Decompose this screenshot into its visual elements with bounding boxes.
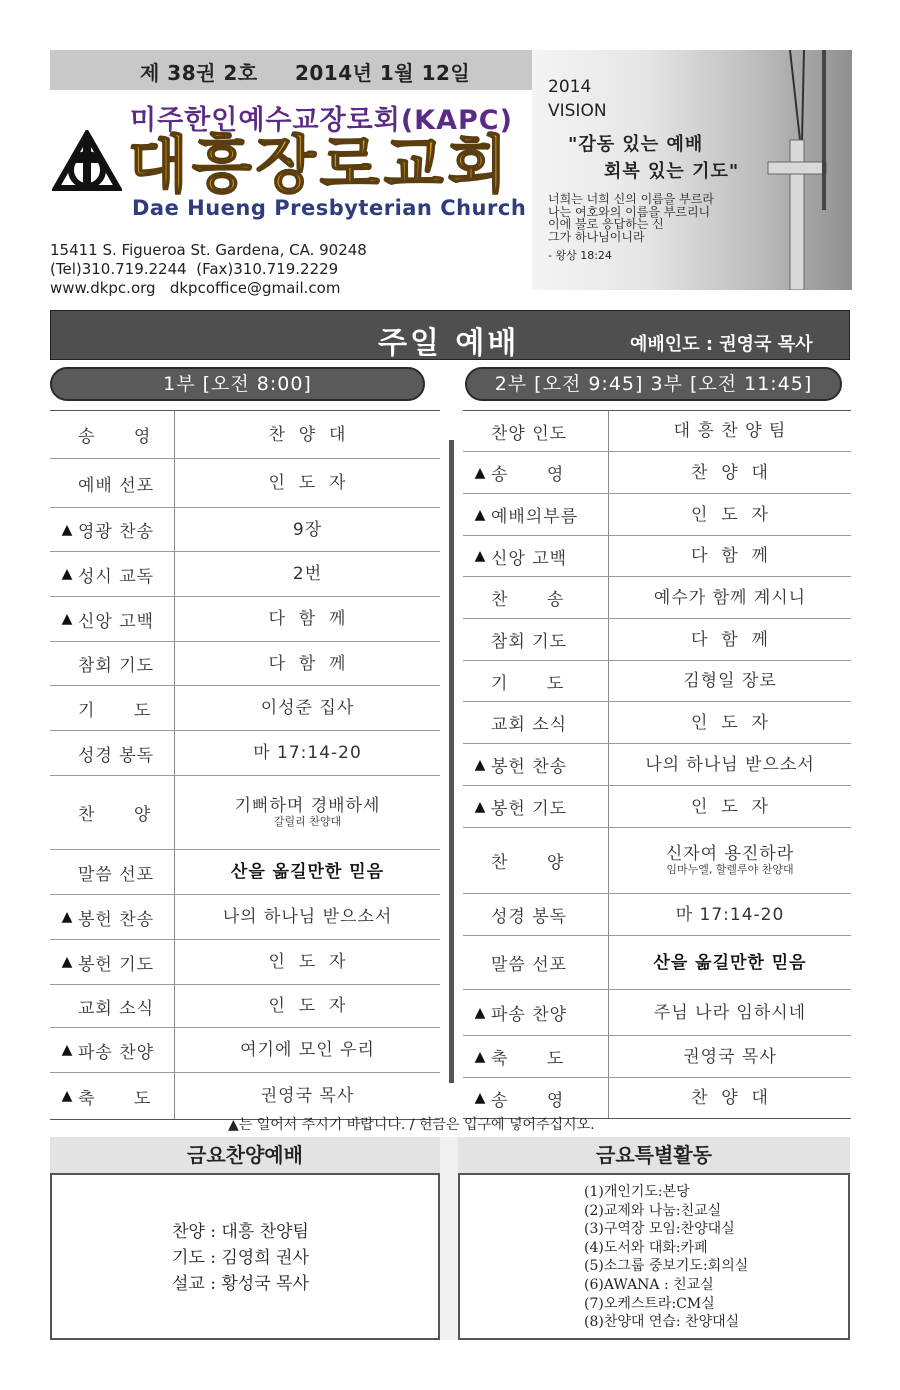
order-label-cell xyxy=(50,597,175,641)
order-row xyxy=(463,702,851,744)
order-item-value xyxy=(175,908,440,926)
order-label-cell xyxy=(463,1078,609,1118)
order-item-value xyxy=(175,655,440,673)
order-item-name: 찬양 인도 xyxy=(491,423,568,444)
order-item-main: 나의 하나님 받으소서 xyxy=(645,754,815,775)
order-item-main: 찬 양 대 xyxy=(691,462,769,483)
order-row xyxy=(50,850,440,895)
stand-marker-icon: ▲ xyxy=(474,1004,486,1021)
order-item-main: 인 도 자 xyxy=(691,796,769,817)
order-item-main: 다 함 께 xyxy=(268,653,347,674)
order-row xyxy=(50,686,440,731)
issue-info: 제 38권 2호 2014년 1월 12일 xyxy=(140,61,471,85)
order-item-value xyxy=(609,506,851,524)
order-row xyxy=(463,619,851,661)
order-label-cell xyxy=(50,459,175,507)
friday-worship-title: 금요찬양예배 xyxy=(50,1137,440,1175)
order-row xyxy=(463,536,851,577)
order-item-main: 권영국 목사 xyxy=(260,1086,355,1106)
order-item-value xyxy=(609,1048,851,1066)
order-item-value xyxy=(609,798,851,816)
order-row xyxy=(463,577,851,619)
friday-activity-item: (7)오케스트라:CM실 xyxy=(584,1295,715,1312)
friday-activity-item: (6)AWANA : 친교실 xyxy=(584,1276,714,1293)
order-label-cell xyxy=(50,642,175,685)
order-item-value xyxy=(175,863,440,881)
order-item-name: 성시 교독 xyxy=(78,566,155,587)
verse-line: 나는 여호와의 이름을 부르리니 xyxy=(548,204,711,219)
friday-activity-item: (1)개인기도:본당 xyxy=(584,1184,690,1200)
order-item-value xyxy=(175,744,440,762)
stand-marker-icon: ▲ xyxy=(61,521,73,538)
worship-leader: 예배인도 : 권영국 목사 xyxy=(630,334,813,355)
order-item-main: 산을 옮길만한 믿음 xyxy=(653,952,807,973)
order-row xyxy=(463,1078,851,1118)
order-item-value xyxy=(175,521,440,539)
order-item-name: 신앙 고백 xyxy=(491,548,568,569)
friday-activity-item: (5)소그룹 중보기도:회의실 xyxy=(584,1258,749,1275)
column-divider xyxy=(449,440,454,1083)
order-label-cell xyxy=(50,686,175,730)
order-item-main: 이성준 집사 xyxy=(260,698,355,718)
vision-year: 2014 xyxy=(548,77,592,97)
order-label-cell xyxy=(50,1028,175,1072)
order-row xyxy=(463,411,851,452)
order-label-cell xyxy=(463,536,609,576)
friday-worship-item: 설교 : 황성국 목사 xyxy=(172,1274,309,1294)
stand-marker-icon: ▲ xyxy=(61,611,73,627)
order-item-value xyxy=(609,631,851,649)
vision-label: VISION xyxy=(548,101,607,121)
order-item-value xyxy=(609,464,851,482)
stand-marker-icon: ▲ xyxy=(474,1090,486,1106)
order-item-main: 김형일 장로 xyxy=(683,671,777,691)
order-item-value xyxy=(175,565,440,583)
stand-marker-icon: ▲ xyxy=(474,1048,486,1065)
order-row xyxy=(463,452,851,494)
order-row xyxy=(50,552,440,597)
order-row xyxy=(50,1073,440,1119)
order-row xyxy=(50,776,440,850)
order-label-cell xyxy=(463,990,609,1035)
service23-order xyxy=(463,410,851,1119)
order-item-name: 성경 봉독 xyxy=(78,745,155,766)
order-item-name: 예배의부름 xyxy=(491,507,579,527)
order-item-name: 신앙 고백 xyxy=(78,611,155,632)
order-item-main: 2번 xyxy=(292,564,323,584)
order-label-cell xyxy=(50,552,175,596)
order-item-main: 인 도 자 xyxy=(268,952,347,972)
order-row xyxy=(50,642,440,686)
order-item-main: 다 함 께 xyxy=(691,546,769,566)
order-label-cell xyxy=(463,452,609,493)
order-item-name: 기 도 xyxy=(491,673,565,694)
order-item-value xyxy=(609,1089,851,1107)
order-label-cell xyxy=(50,508,175,551)
friday-activities-title: 금요특별활동 xyxy=(458,1137,850,1175)
order-row xyxy=(463,786,851,828)
order-item-value xyxy=(175,1041,440,1059)
order-row xyxy=(50,985,440,1028)
order-item-name: 봉헌 기도 xyxy=(491,799,568,819)
order-label-cell xyxy=(50,850,175,894)
friday-activity-item: (8)찬양대 연습: 찬양대실 xyxy=(584,1314,740,1331)
order-item-value xyxy=(609,954,851,972)
order-item-value xyxy=(609,1004,851,1022)
stand-marker-icon: ▲ xyxy=(61,566,73,582)
order-item-main: 다 함 께 xyxy=(268,609,347,629)
order-row xyxy=(50,895,440,940)
order-item-name: 봉헌 찬송 xyxy=(78,909,155,930)
order-item-name: 파송 찬양 xyxy=(78,1042,155,1063)
order-item-value xyxy=(609,672,851,690)
order-item-main: 찬 양 대 xyxy=(691,1088,769,1108)
order-item-main: 예수가 함께 계시니 xyxy=(653,587,807,608)
order-item-value xyxy=(609,422,851,440)
order-row xyxy=(50,411,440,459)
order-item-value xyxy=(175,699,440,717)
web-line: www.dkpc.org dkpcoffice@gmail.com xyxy=(50,279,341,297)
order-label-cell xyxy=(463,1036,609,1077)
vision-motto-line2: 회복 있는 기도" xyxy=(604,161,740,182)
order-item-value xyxy=(175,997,440,1015)
order-row xyxy=(463,1036,851,1078)
order-item-name: 축 도 xyxy=(78,1088,152,1109)
order-item-name: 성경 봉독 xyxy=(491,907,568,927)
order-row xyxy=(50,597,440,642)
order-item-name: 영광 찬송 xyxy=(78,522,155,542)
vision-motto-line1: "감동 있는 예배 xyxy=(568,134,704,155)
order-item-name: 찬 송 xyxy=(491,590,565,610)
order-item-name: 축 도 xyxy=(491,1049,565,1069)
vision-verse xyxy=(548,193,714,243)
order-item-main: 신자여 용진하라 xyxy=(665,844,795,864)
church-name-korean: 대흥장로교회 xyxy=(128,128,512,201)
church-address xyxy=(50,241,367,298)
friday-worship-item: 기도 : 김영희 권사 xyxy=(172,1248,309,1268)
order-item-name: 교회 소식 xyxy=(78,998,155,1019)
order-item-value xyxy=(609,589,851,607)
order-label-cell xyxy=(50,776,175,849)
order-item-main: 인 도 자 xyxy=(691,504,769,525)
order-label-cell xyxy=(463,494,609,535)
order-item-main: 마 17:14-20 xyxy=(675,904,785,925)
standing-note: ▲는 일어서 주시기 바랍니다. / 헌금은 입구에 넣어주십시오. xyxy=(228,1117,595,1133)
order-item-sub: 갈릴리 찬양대 xyxy=(273,815,342,828)
order-item-main: 대 흥 찬 양 팀 xyxy=(673,421,787,441)
order-item-value xyxy=(609,906,851,924)
order-row xyxy=(463,936,851,990)
order-item-main: 권영국 목사 xyxy=(683,1046,777,1067)
order-item-value xyxy=(175,953,440,971)
order-label-cell xyxy=(463,411,609,451)
stand-marker-icon: ▲ xyxy=(61,909,73,925)
order-item-main: 나의 하나님 받으소서 xyxy=(222,907,393,927)
service23-time-label: 2부 [오전 9:45] 3부 [오전 11:45] xyxy=(465,367,842,401)
stand-marker-icon: ▲ xyxy=(61,954,73,970)
order-item-name: 참회 기도 xyxy=(78,656,155,676)
order-item-main: 기뻐하며 경배하세 xyxy=(234,796,381,816)
order-item-value xyxy=(175,797,440,828)
service1-time-label: 1부 [오전 8:00] xyxy=(50,367,425,401)
order-item-value xyxy=(175,1087,440,1105)
verse-line: 그가 하나님이니라 xyxy=(548,229,645,244)
order-item-name: 말씀 선포 xyxy=(78,864,155,885)
friday-activities-list xyxy=(584,1183,748,1332)
order-item-name: 참회 기도 xyxy=(491,632,568,652)
order-item-name: 예배 선포 xyxy=(78,475,155,496)
worship-title: 주일 예배 xyxy=(378,326,520,361)
friday-activity-item: (3)구역장 모임:찬양대실 xyxy=(584,1221,735,1238)
service1-order xyxy=(50,410,440,1120)
church-name-english: Dae Hueng Presbyterian Church xyxy=(132,196,527,220)
order-row xyxy=(463,661,851,702)
order-label-cell xyxy=(50,731,175,775)
order-item-name: 찬 양 xyxy=(491,853,565,873)
order-item-main: 다 함 께 xyxy=(691,629,769,650)
order-item-value xyxy=(609,547,851,565)
order-row xyxy=(50,731,440,776)
order-item-value xyxy=(609,714,851,732)
order-item-main: 여기에 모인 우리 xyxy=(240,1040,375,1060)
order-label-cell xyxy=(50,985,175,1027)
order-item-name: 봉헌 기도 xyxy=(78,954,155,975)
order-row xyxy=(50,459,440,508)
order-row xyxy=(50,1028,440,1073)
stand-marker-icon: ▲ xyxy=(474,464,486,481)
order-item-name: 기 도 xyxy=(78,700,152,721)
denomination: 미주한인예수교장로회(KAPC) xyxy=(130,105,513,136)
order-label-cell xyxy=(50,940,175,984)
stand-marker-icon: ▲ xyxy=(474,506,486,523)
verse-line: 이에 불로 응답하는 신 xyxy=(548,217,664,231)
order-row xyxy=(463,494,851,536)
order-label-cell xyxy=(50,1073,175,1119)
order-item-name: 파송 찬양 xyxy=(491,1005,568,1025)
stand-marker-icon: ▲ xyxy=(61,1088,73,1104)
church-logo-icon xyxy=(52,130,122,194)
order-item-value xyxy=(175,610,440,628)
friday-divider xyxy=(438,1137,460,1340)
order-item-main: 찬 양 대 xyxy=(268,424,347,445)
order-item-name: 송 영 xyxy=(491,1090,565,1111)
order-label-cell xyxy=(463,894,609,935)
stand-marker-icon: ▲ xyxy=(474,548,486,564)
order-item-value xyxy=(609,845,851,876)
order-item-name: 송 영 xyxy=(491,465,565,485)
order-item-name: 교회 소식 xyxy=(491,715,568,735)
order-item-name: 송 영 xyxy=(78,427,152,447)
friday-worship-item: 찬양 : 대흥 찬양팀 xyxy=(172,1222,309,1242)
order-item-main: 9장 xyxy=(292,519,323,540)
order-row xyxy=(50,940,440,985)
order-item-main: 인 도 자 xyxy=(268,473,347,493)
order-label-cell xyxy=(50,411,175,458)
order-item-name: 말씀 선포 xyxy=(491,955,568,975)
order-item-main: 인 도 자 xyxy=(691,712,769,733)
friday-activity-item: (4)도서와 대화:카페 xyxy=(584,1239,708,1256)
order-label-cell xyxy=(463,702,609,743)
phone-line: (Tel)310.719.2244 (Fax)310.719.2229 xyxy=(50,260,339,278)
address-line: 15411 S. Figueroa St. Gardena, CA. 90248 xyxy=(50,241,367,259)
verse-line: 너희는 너희 신의 이름을 부르라 xyxy=(548,192,714,206)
stand-marker-icon: ▲ xyxy=(61,1042,73,1058)
order-label-cell xyxy=(463,619,609,660)
order-item-name: 봉헌 찬송 xyxy=(491,757,568,777)
friday-activity-item: (2)교제와 나눔:친교실 xyxy=(584,1202,722,1219)
order-item-value xyxy=(175,426,440,444)
order-label-cell xyxy=(463,744,609,785)
order-row xyxy=(463,744,851,786)
stand-marker-icon: ▲ xyxy=(474,756,486,773)
order-item-sub: 임마누엘, 할렐루야 찬양대 xyxy=(666,863,794,876)
order-row xyxy=(463,828,851,894)
verse-reference: - 왕상 18:24 xyxy=(548,249,612,262)
order-item-main: 마 17:14-20 xyxy=(253,743,362,763)
friday-worship-list xyxy=(172,1219,309,1297)
order-item-main: 주님 나라 임하시네 xyxy=(653,1002,807,1023)
order-item-name: 찬 양 xyxy=(78,805,152,825)
order-label-cell xyxy=(463,661,609,701)
stand-marker-icon: ▲ xyxy=(474,798,486,815)
order-label-cell xyxy=(463,577,609,618)
order-row xyxy=(50,508,440,552)
order-item-value xyxy=(175,474,440,492)
order-row xyxy=(463,990,851,1036)
order-label-cell xyxy=(463,936,609,989)
order-row xyxy=(463,894,851,936)
order-item-main: 산을 옮길만한 믿음 xyxy=(230,862,385,882)
order-label-cell xyxy=(463,786,609,827)
order-item-value xyxy=(609,756,851,774)
order-item-main: 인 도 자 xyxy=(268,996,347,1016)
order-label-cell xyxy=(463,828,609,893)
order-label-cell xyxy=(50,895,175,939)
